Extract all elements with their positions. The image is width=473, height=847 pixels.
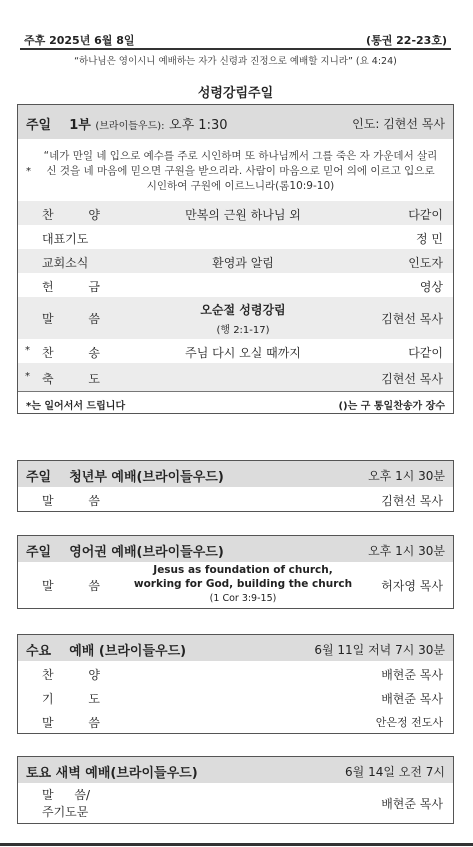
order-person: 허자영 목사 (381, 579, 443, 593)
order-label: 기 (42, 692, 54, 706)
stand-marker: * (25, 345, 30, 356)
order-content: 만복의 근원 하나님 외 (185, 208, 301, 222)
english-service-box (17, 535, 454, 609)
bulletin-date: 주후 2025년 6월 8일 (24, 34, 135, 47)
wednesday-title: 예배 (브라이들우드) (69, 644, 187, 659)
order-label: 축 (42, 372, 54, 386)
wednesday-service-header (18, 635, 453, 661)
order-row (18, 709, 453, 733)
order-row (18, 249, 453, 273)
wednesday-service-box (17, 634, 454, 734)
bulletin-header (20, 30, 451, 50)
order-label: 찬 (42, 346, 54, 360)
order-row (18, 273, 453, 297)
order-label: 찬 (42, 668, 54, 682)
order-person: 김현선 목사 (381, 494, 443, 508)
english-title: 영어권 예배(브라이들우드) (69, 545, 224, 560)
wednesday-time: 6월 11일 저녁 7시 30분 (314, 643, 445, 657)
order-row (18, 201, 453, 225)
order-person: 배현준 목사 (381, 668, 443, 682)
order-row (18, 661, 453, 685)
english-service-header (18, 536, 453, 562)
saturday-title: 토요 새벽 예배(브라이들우드) (26, 766, 198, 781)
order-person: 영상 (419, 280, 443, 294)
sermon-title: 오순절 성령강림 (200, 303, 286, 317)
verse-text: “네가 만일 네 입으로 예수를 주로 시인하며 또 하나님께서 그를 죽은 자 가운데서 살리신 것을 네 마음에 믿으면 구원을 받으리라. 사람이 마음으로 믿어 의에 이르고 입으로 시인하여 구원에 이르느니라(롬10:9-10) (43, 150, 438, 192)
footer-note-left: *는 일어서서 드립니다 (26, 401, 126, 412)
order-label: 도 (88, 372, 100, 386)
order-content: 주님 다시 오실 때까지 (185, 346, 301, 360)
order-label: 송 (88, 346, 100, 360)
order-label: 찬 (42, 208, 54, 222)
order-label: 말 (42, 716, 54, 730)
order-row (18, 363, 453, 391)
order-person: 김현선 목사 (381, 312, 443, 326)
order-person: 다같이 (408, 208, 443, 222)
english-sermon-line-2: working for God, building the church (133, 578, 353, 590)
wednesday-day: 수요 (26, 644, 52, 659)
order-person: 정 민 (416, 232, 443, 246)
service-1-time: 오후 1:30 (169, 118, 228, 133)
order-content: 환영과 알림 (212, 256, 274, 270)
verse-marker: * (26, 166, 31, 177)
scripture-quote: “하나님은 영이시니 예배하는 자가 신령과 진정으로 예배할 지니라” (요 4:24) (74, 56, 397, 67)
youth-service-box (17, 460, 454, 512)
order-label: 양 (88, 208, 100, 222)
order-person: 다같이 (408, 346, 443, 360)
order-label: 말 (42, 579, 54, 593)
service-1-header (18, 105, 453, 139)
order-label: 씀 (88, 716, 100, 730)
service-1-place: (브라이들우드): (95, 121, 165, 132)
footer-note-right: ()는 구 통일찬송가 장수 (338, 401, 445, 412)
saturday-time: 6월 14일 오전 7시 (345, 765, 445, 779)
order-label: 주기도문 (42, 805, 89, 819)
order-person: 배현준 목사 (381, 692, 443, 706)
order-row-sermon (18, 562, 453, 608)
order-row (18, 339, 453, 363)
order-label: 씀 (88, 312, 100, 326)
order-label: 말 (42, 494, 54, 508)
service-1-day: 주일 (26, 118, 52, 133)
english-sermon-line-1: Jesus as foundation of church, (153, 564, 333, 576)
saturday-service-box (17, 756, 454, 824)
order-label: 금 (88, 280, 100, 294)
english-day: 주일 (26, 545, 52, 560)
order-label: 대표기도 (42, 232, 89, 246)
order-row (18, 783, 453, 823)
service-1-part: 1부 (69, 118, 91, 133)
youth-day: 주일 (26, 470, 52, 485)
order-row-sermon (18, 297, 453, 339)
order-label: 씀 (88, 494, 100, 508)
service-1-box (17, 104, 454, 414)
order-label: 씀/ (74, 788, 90, 802)
order-label: 말 (42, 312, 54, 326)
youth-title: 청년부 예배(브라이들우드) (69, 470, 224, 485)
bulletin-issue: (통권 22-23호) (366, 34, 447, 47)
order-label: 도 (88, 692, 100, 706)
service-1-leader: 인도: 김현선 목사 (352, 117, 445, 131)
order-label: 말 (42, 788, 54, 802)
order-person: 안은정 전도사 (375, 716, 443, 729)
order-label: 헌 (42, 280, 54, 294)
order-label: 교회소식 (42, 256, 89, 270)
english-time: 오후 1시 30분 (368, 544, 445, 558)
order-label: 씀 (88, 579, 100, 593)
order-person: 배현준 목사 (381, 797, 443, 811)
service-1-footer (18, 391, 453, 413)
order-row (18, 685, 453, 709)
english-sermon-reference: (1 Cor 3:9-15) (209, 593, 277, 604)
page-title: 성령강림주일 (197, 86, 274, 101)
youth-service-header (18, 461, 453, 487)
order-row (18, 487, 453, 511)
youth-time: 오후 1시 30분 (368, 469, 445, 483)
sermon-reference: (행 2:1-17) (216, 325, 270, 336)
stand-marker: * (25, 371, 30, 382)
service-1-verse (18, 139, 453, 201)
order-label: 양 (88, 668, 100, 682)
order-row (18, 225, 453, 249)
order-person: 인도자 (408, 256, 443, 270)
saturday-service-header (18, 757, 453, 783)
order-person: 김현선 목사 (381, 372, 443, 386)
page-bottom-rule (0, 843, 473, 846)
